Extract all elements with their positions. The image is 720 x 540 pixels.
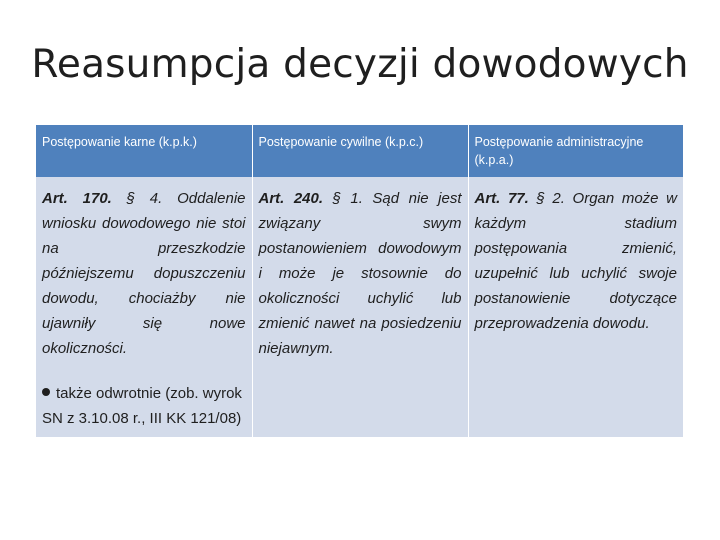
article-number-kpk: Art. 170. <box>42 190 112 207</box>
note-text-kpk: także odwrotnie (zob. wyrok SN z 3.10.08 r., III KK 121/08) <box>42 385 242 427</box>
header-criminal-procedure: Postępowanie karne (k.p.k.) <box>36 125 252 177</box>
article-number-kpc: Art. 240. <box>258 190 324 207</box>
bullet-icon <box>42 388 50 396</box>
article-text-kpa <box>475 186 678 336</box>
cell-civil-procedure <box>252 177 468 437</box>
article-body-kpk: § 4. Oddalenie wniosku dowodowego nie stoi na przeszkodzie późniejszemu dopuszczeniu dowodu, chociażby nie ujawniły się nowe okoliczności. <box>42 190 246 357</box>
article-text-kpk <box>42 186 246 361</box>
cell-criminal-procedure <box>36 177 252 437</box>
note-kpk <box>42 381 246 431</box>
cell-administrative-procedure <box>468 177 683 437</box>
table-header-row <box>36 125 683 177</box>
article-body-kpc: § 1. Sąd nie jest związany swym postanowieniem dowodowym i może je stosownie do okoliczności uchylić lub zmienić nawet na posiedzeniu niejawnym. <box>258 190 462 357</box>
article-body-kpa: § 2. Organ może w każdym stadium postępowania zmienić, uzupełnić lub uchylić swoje postanowienie dotyczące przeprowadzenia dowodu. <box>474 190 677 332</box>
table-row <box>36 177 683 437</box>
comparison-table <box>36 125 683 437</box>
slide-title: Reasumpcja decyzji dowodowych <box>31 42 689 87</box>
header-civil-procedure: Postępowanie cywilne (k.p.c.) <box>252 125 468 177</box>
article-number-kpa: Art. 77. <box>474 190 529 207</box>
header-administrative-procedure: Postępowanie administracyjne (k.p.a.) <box>468 125 683 177</box>
article-text-kpc <box>259 186 462 361</box>
